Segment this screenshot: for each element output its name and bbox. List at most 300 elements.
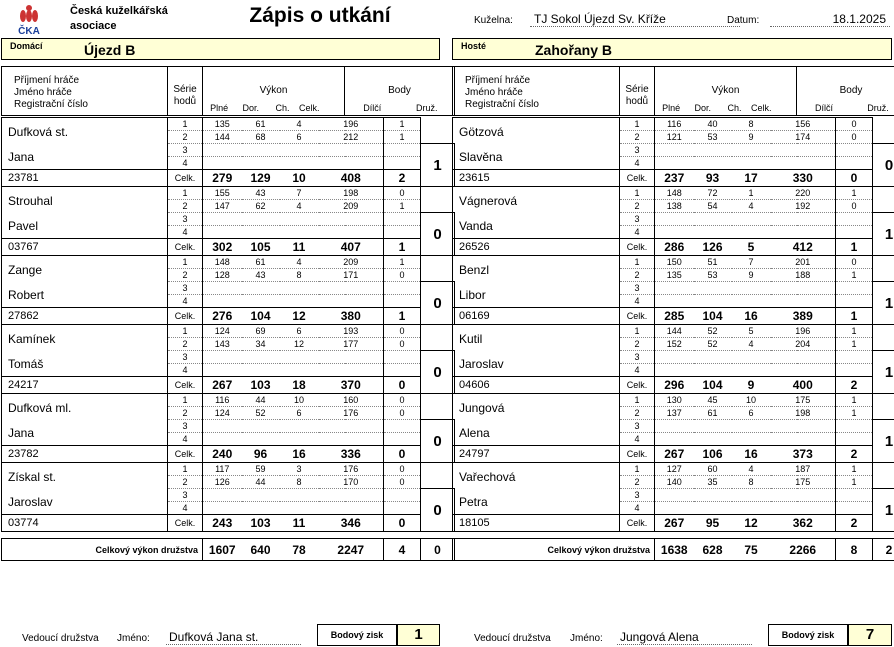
ch-value bbox=[280, 144, 319, 157]
dor-value: 52 bbox=[242, 407, 280, 420]
venue-label: Kuželna: bbox=[474, 15, 513, 26]
celk-value: 201 bbox=[771, 256, 836, 269]
plne-value bbox=[203, 364, 242, 377]
serie-number: 1 bbox=[168, 394, 203, 407]
dilci-value: 0 bbox=[384, 394, 421, 407]
body-column-header: Body Dílčí Druž. bbox=[345, 67, 455, 116]
dilci-value: 0 bbox=[384, 187, 421, 200]
plne-value bbox=[203, 144, 242, 157]
total-dilci: 0 bbox=[384, 377, 421, 394]
celk-value: 175 bbox=[771, 394, 836, 407]
serie-number: 2 bbox=[620, 338, 655, 351]
ch-value: 4 bbox=[732, 200, 771, 213]
plne-value: 121 bbox=[655, 131, 694, 144]
druz-points: 0 bbox=[421, 213, 455, 256]
plne-value bbox=[203, 295, 242, 308]
dor-value: 35 bbox=[694, 476, 732, 489]
player-total-row bbox=[2, 377, 455, 394]
dor-value: 69 bbox=[242, 325, 280, 338]
dilci-value: 0 bbox=[384, 463, 421, 476]
cka-logo bbox=[12, 2, 46, 36]
registration-number: 23615 bbox=[453, 170, 620, 187]
serie-number: 1 bbox=[620, 463, 655, 476]
total-celk: 412 bbox=[771, 239, 836, 256]
ch-value: 10 bbox=[280, 394, 319, 407]
serie-number: 2 bbox=[168, 200, 203, 213]
total-dilci: 1 bbox=[836, 239, 873, 256]
plne-value bbox=[655, 364, 694, 377]
away-team-name: Zahořany B bbox=[535, 42, 613, 58]
serie-number: 2 bbox=[168, 476, 203, 489]
team-total-label: Celkový výkon družstva bbox=[453, 539, 655, 561]
serie-number: 1 bbox=[620, 118, 655, 131]
ch-value bbox=[280, 226, 319, 239]
dor-value bbox=[242, 502, 280, 515]
celk-value: 192 bbox=[771, 200, 836, 213]
ch-value bbox=[280, 502, 319, 515]
celk-value bbox=[771, 157, 836, 170]
dilci-value bbox=[836, 364, 873, 377]
celk-value bbox=[319, 351, 384, 364]
total-celk: 408 bbox=[319, 170, 384, 187]
total-dilci: 0 bbox=[836, 170, 873, 187]
team-total-druz: 2 bbox=[873, 539, 894, 561]
ch-value: 8 bbox=[280, 269, 319, 282]
serie-number: 2 bbox=[620, 131, 655, 144]
vykon-column-header: Výkon Plné Dor. Ch. Celk. bbox=[203, 67, 345, 116]
dilci-value: 1 bbox=[384, 256, 421, 269]
druz-gap bbox=[421, 394, 455, 420]
serie-column-header: Série hodů bbox=[620, 67, 655, 116]
ch-value: 5 bbox=[732, 325, 771, 338]
svg-text:ČKA: ČKA bbox=[18, 26, 40, 36]
away-leader-label: Vedoucí družstva bbox=[474, 633, 551, 644]
celk-value bbox=[771, 213, 836, 226]
serie-number: 1 bbox=[168, 256, 203, 269]
celk-value: 171 bbox=[319, 269, 384, 282]
druz-gap bbox=[421, 256, 455, 282]
ch-value: 9 bbox=[732, 269, 771, 282]
plne-value: 135 bbox=[203, 118, 242, 131]
serie-number: 4 bbox=[620, 364, 655, 377]
dor-value bbox=[242, 213, 280, 226]
celk-value: 196 bbox=[319, 118, 384, 131]
registration-number: 26526 bbox=[453, 239, 620, 256]
total-dor: 104 bbox=[694, 308, 732, 325]
druz-points: 1 bbox=[873, 282, 894, 325]
serie-number: 2 bbox=[168, 269, 203, 282]
away-key: Hosté bbox=[461, 41, 487, 51]
serie-number: 4 bbox=[168, 226, 203, 239]
ch-value: 8 bbox=[732, 476, 771, 489]
total-celk: 373 bbox=[771, 446, 836, 463]
serie-number: 4 bbox=[620, 157, 655, 170]
druz-points: 0 bbox=[421, 282, 455, 325]
total-label: Celk. bbox=[168, 377, 203, 394]
celk-value: 176 bbox=[319, 463, 384, 476]
serie-number: 1 bbox=[620, 187, 655, 200]
total-dor: 96 bbox=[242, 446, 280, 463]
dor-value: 61 bbox=[242, 256, 280, 269]
celk-value bbox=[319, 295, 384, 308]
druz-points: 0 bbox=[421, 489, 455, 532]
dor-value: 52 bbox=[694, 325, 732, 338]
ch-value: 4 bbox=[280, 200, 319, 213]
dilci-value bbox=[836, 282, 873, 295]
player-name-cell: Vařechová Petra bbox=[453, 463, 620, 515]
dilci-value: 0 bbox=[384, 338, 421, 351]
total-celk: 330 bbox=[771, 170, 836, 187]
druz-points: 1 bbox=[873, 420, 894, 463]
ch-value bbox=[280, 489, 319, 502]
series-row bbox=[453, 187, 894, 200]
dilci-value bbox=[836, 144, 873, 157]
ch-value bbox=[732, 226, 771, 239]
total-label: Celk. bbox=[620, 170, 655, 187]
player-total-row bbox=[453, 170, 894, 187]
player-name-cell: Götzová Slavěna bbox=[453, 118, 620, 170]
total-plne: 237 bbox=[655, 170, 694, 187]
dilci-value: 0 bbox=[836, 131, 873, 144]
dilci-value: 1 bbox=[836, 269, 873, 282]
serie-number: 4 bbox=[620, 295, 655, 308]
celk-value bbox=[319, 420, 384, 433]
venue-value: TJ Sokol Újezd Sv. Kříže bbox=[530, 12, 740, 27]
plne-value bbox=[655, 489, 694, 502]
plne-value: 124 bbox=[203, 325, 242, 338]
home-key: Domácí bbox=[10, 41, 43, 51]
celk-value bbox=[319, 433, 384, 446]
dilci-value bbox=[384, 489, 421, 502]
total-celk: 407 bbox=[319, 239, 384, 256]
celk-value: 176 bbox=[319, 407, 384, 420]
ch-value bbox=[732, 282, 771, 295]
total-label: Celk. bbox=[620, 239, 655, 256]
celk-value bbox=[771, 144, 836, 157]
serie-number: 1 bbox=[168, 118, 203, 131]
celk-value: 198 bbox=[771, 407, 836, 420]
dor-value bbox=[242, 282, 280, 295]
plne-value bbox=[655, 433, 694, 446]
celk-value bbox=[319, 489, 384, 502]
ch-value: 8 bbox=[280, 476, 319, 489]
plne-value bbox=[655, 157, 694, 170]
ch-value bbox=[280, 433, 319, 446]
plne-value: 137 bbox=[655, 407, 694, 420]
total-ch: 16 bbox=[280, 446, 319, 463]
total-dor: 105 bbox=[242, 239, 280, 256]
dor-value: 53 bbox=[694, 269, 732, 282]
plne-value bbox=[203, 351, 242, 364]
total-celk: 336 bbox=[319, 446, 384, 463]
plne-value: 140 bbox=[655, 476, 694, 489]
series-row bbox=[2, 325, 455, 338]
dor-value bbox=[694, 502, 732, 515]
dor-value bbox=[242, 420, 280, 433]
total-celk: 389 bbox=[771, 308, 836, 325]
plne-value bbox=[655, 420, 694, 433]
plne-value: 117 bbox=[203, 463, 242, 476]
home-team-name: Újezd B bbox=[84, 42, 136, 58]
registration-number: 23781 bbox=[2, 170, 168, 187]
dor-value bbox=[694, 433, 732, 446]
dor-value bbox=[694, 226, 732, 239]
plne-value bbox=[203, 213, 242, 226]
player-name-cell: Benzl Libor bbox=[453, 256, 620, 308]
dilci-value bbox=[384, 351, 421, 364]
total-celk: 400 bbox=[771, 377, 836, 394]
total-ch: 11 bbox=[280, 239, 319, 256]
ch-value bbox=[732, 433, 771, 446]
dilci-value bbox=[384, 213, 421, 226]
total-plne: 240 bbox=[203, 446, 242, 463]
date-label: Datum: bbox=[727, 15, 760, 26]
date-value: 18.1.2025 bbox=[770, 12, 890, 27]
serie-number: 4 bbox=[168, 157, 203, 170]
ch-value bbox=[280, 157, 319, 170]
ch-value bbox=[732, 364, 771, 377]
total-plne: 243 bbox=[203, 515, 242, 532]
ch-value: 4 bbox=[280, 118, 319, 131]
serie-number: 1 bbox=[168, 463, 203, 476]
celk-value bbox=[319, 282, 384, 295]
ch-value: 1 bbox=[732, 187, 771, 200]
serie-number: 4 bbox=[620, 502, 655, 515]
team-total-ch: 78 bbox=[280, 539, 319, 561]
dor-value: 44 bbox=[242, 394, 280, 407]
serie-number: 4 bbox=[168, 502, 203, 515]
total-label: Celk. bbox=[168, 170, 203, 187]
team-total-dilci: 8 bbox=[836, 539, 873, 561]
team-total-dor: 628 bbox=[694, 539, 732, 561]
dor-value bbox=[694, 295, 732, 308]
home-score-sheet bbox=[1, 66, 455, 561]
total-plne: 296 bbox=[655, 377, 694, 394]
dor-value bbox=[242, 295, 280, 308]
ch-value: 6 bbox=[280, 131, 319, 144]
druz-points: 1 bbox=[873, 489, 894, 532]
team-total-label: Celkový výkon družstva bbox=[2, 539, 203, 561]
celk-value: 220 bbox=[771, 187, 836, 200]
celk-value: 212 bbox=[319, 131, 384, 144]
player-name-cell: Získal st. Jaroslav bbox=[2, 463, 168, 515]
plne-value: 130 bbox=[655, 394, 694, 407]
away-points-label: Bodový zisk bbox=[768, 624, 848, 646]
serie-number: 3 bbox=[620, 351, 655, 364]
druz-points: 1 bbox=[421, 144, 455, 187]
serie-number: 3 bbox=[620, 144, 655, 157]
ch-value: 10 bbox=[732, 394, 771, 407]
total-ch: 10 bbox=[280, 170, 319, 187]
dor-value: 59 bbox=[242, 463, 280, 476]
dor-value bbox=[694, 364, 732, 377]
total-plne: 285 bbox=[655, 308, 694, 325]
away-team-bar bbox=[452, 38, 892, 60]
total-label: Celk. bbox=[620, 308, 655, 325]
dilci-value: 1 bbox=[384, 131, 421, 144]
player-name-cell: Kutil Jaroslav bbox=[453, 325, 620, 377]
dilci-value: 1 bbox=[836, 476, 873, 489]
dilci-value bbox=[384, 282, 421, 295]
dor-value bbox=[242, 433, 280, 446]
dilci-value: 0 bbox=[384, 325, 421, 338]
ch-value: 12 bbox=[280, 338, 319, 351]
ch-value: 9 bbox=[732, 131, 771, 144]
total-label: Celk. bbox=[168, 515, 203, 532]
total-dor: 103 bbox=[242, 377, 280, 394]
druz-points: 0 bbox=[421, 351, 455, 394]
plne-value bbox=[655, 282, 694, 295]
dor-value bbox=[694, 351, 732, 364]
dilci-value bbox=[384, 364, 421, 377]
dor-value bbox=[242, 157, 280, 170]
away-name-label: Jméno: bbox=[570, 633, 603, 644]
home-leader-name: Dufková Jana st. bbox=[166, 630, 301, 645]
serie-number: 2 bbox=[168, 131, 203, 144]
celk-value bbox=[319, 502, 384, 515]
dor-value: 54 bbox=[694, 200, 732, 213]
series-row bbox=[2, 256, 455, 269]
plne-value: 127 bbox=[655, 463, 694, 476]
serie-number: 4 bbox=[620, 433, 655, 446]
serie-number: 1 bbox=[168, 187, 203, 200]
plne-value bbox=[655, 226, 694, 239]
home-points-label: Bodový zisk bbox=[317, 624, 397, 646]
total-dilci: 0 bbox=[384, 515, 421, 532]
serie-number: 2 bbox=[620, 407, 655, 420]
plne-value: 148 bbox=[203, 256, 242, 269]
total-celk: 380 bbox=[319, 308, 384, 325]
dilci-value bbox=[384, 295, 421, 308]
dilci-value: 0 bbox=[836, 118, 873, 131]
celk-value bbox=[319, 144, 384, 157]
registration-number: 27862 bbox=[2, 308, 168, 325]
dilci-value bbox=[836, 295, 873, 308]
druz-gap bbox=[421, 118, 455, 144]
total-ch: 11 bbox=[280, 515, 319, 532]
celk-value bbox=[319, 364, 384, 377]
dilci-value bbox=[836, 226, 873, 239]
team-total-dor: 640 bbox=[242, 539, 280, 561]
total-dor: 95 bbox=[694, 515, 732, 532]
plne-value: 116 bbox=[655, 118, 694, 131]
serie-number: 2 bbox=[168, 338, 203, 351]
total-dor: 104 bbox=[242, 308, 280, 325]
ch-value: 3 bbox=[280, 463, 319, 476]
plne-value bbox=[203, 226, 242, 239]
plne-value bbox=[203, 502, 242, 515]
team-total-plne: 1607 bbox=[203, 539, 242, 561]
total-plne: 267 bbox=[203, 377, 242, 394]
dor-value bbox=[694, 157, 732, 170]
plne-value: 128 bbox=[203, 269, 242, 282]
ch-value bbox=[280, 364, 319, 377]
dor-value: 53 bbox=[694, 131, 732, 144]
ch-value: 7 bbox=[732, 256, 771, 269]
ch-value bbox=[280, 282, 319, 295]
page-title: Zápis o utkání bbox=[249, 4, 391, 27]
serie-number: 3 bbox=[620, 420, 655, 433]
player-name-cell: Dufková ml. Jana bbox=[2, 394, 168, 446]
dor-value: 43 bbox=[242, 187, 280, 200]
plne-value bbox=[203, 420, 242, 433]
dilci-value: 1 bbox=[836, 187, 873, 200]
celk-value: 188 bbox=[771, 269, 836, 282]
serie-number: 4 bbox=[168, 433, 203, 446]
team-total-row bbox=[453, 539, 894, 561]
celk-value: 204 bbox=[771, 338, 836, 351]
player-name-cell: Vágnerová Vanda bbox=[453, 187, 620, 239]
dor-value: 40 bbox=[694, 118, 732, 131]
dor-value: 61 bbox=[242, 118, 280, 131]
plne-value bbox=[655, 295, 694, 308]
player-name-cell: Zange Robert bbox=[2, 256, 168, 308]
druz-gap bbox=[421, 325, 455, 351]
home-name-label: Jméno: bbox=[117, 633, 150, 644]
total-dilci: 1 bbox=[836, 308, 873, 325]
player-total-row bbox=[2, 446, 455, 463]
body-column-header: Body Dílčí Druž. bbox=[797, 67, 894, 116]
dilci-value: 0 bbox=[836, 256, 873, 269]
dor-value bbox=[694, 282, 732, 295]
dor-value bbox=[242, 226, 280, 239]
dilci-value bbox=[836, 502, 873, 515]
player-name-cell: Dufková st. Jana bbox=[2, 118, 168, 170]
series-row bbox=[453, 256, 894, 269]
celk-value: 187 bbox=[771, 463, 836, 476]
serie-number: 1 bbox=[620, 325, 655, 338]
plne-value bbox=[655, 502, 694, 515]
dilci-value bbox=[384, 144, 421, 157]
home-team-bar bbox=[1, 38, 440, 60]
serie-number: 3 bbox=[168, 213, 203, 226]
celk-value bbox=[771, 226, 836, 239]
total-plne: 267 bbox=[655, 446, 694, 463]
druz-gap bbox=[873, 394, 894, 420]
plne-value: 148 bbox=[655, 187, 694, 200]
dor-value bbox=[242, 144, 280, 157]
total-plne: 279 bbox=[203, 170, 242, 187]
serie-number: 2 bbox=[620, 269, 655, 282]
total-ch: 12 bbox=[280, 308, 319, 325]
serie-number: 3 bbox=[168, 420, 203, 433]
ch-value bbox=[732, 157, 771, 170]
druz-gap bbox=[873, 187, 894, 213]
dilci-value: 1 bbox=[384, 200, 421, 213]
serie-number: 3 bbox=[168, 489, 203, 502]
plne-value: 155 bbox=[203, 187, 242, 200]
team-total-dilci: 4 bbox=[384, 539, 421, 561]
dilci-value: 1 bbox=[384, 118, 421, 131]
plne-value: 126 bbox=[203, 476, 242, 489]
dilci-value bbox=[384, 433, 421, 446]
ch-value bbox=[732, 295, 771, 308]
dor-value: 60 bbox=[694, 463, 732, 476]
serie-column-header: Série hodů bbox=[168, 67, 203, 116]
away-leader-name: Jungová Alena bbox=[617, 630, 752, 645]
team-total-celk: 2247 bbox=[319, 539, 384, 561]
serie-number: 3 bbox=[620, 282, 655, 295]
total-ch: 18 bbox=[280, 377, 319, 394]
series-row bbox=[2, 463, 455, 476]
total-dilci: 2 bbox=[836, 515, 873, 532]
celk-value: 209 bbox=[319, 200, 384, 213]
player-total-row bbox=[453, 377, 894, 394]
player-total-row bbox=[2, 239, 455, 256]
team-total-ch: 75 bbox=[732, 539, 771, 561]
total-plne: 302 bbox=[203, 239, 242, 256]
registration-number: 04606 bbox=[453, 377, 620, 394]
